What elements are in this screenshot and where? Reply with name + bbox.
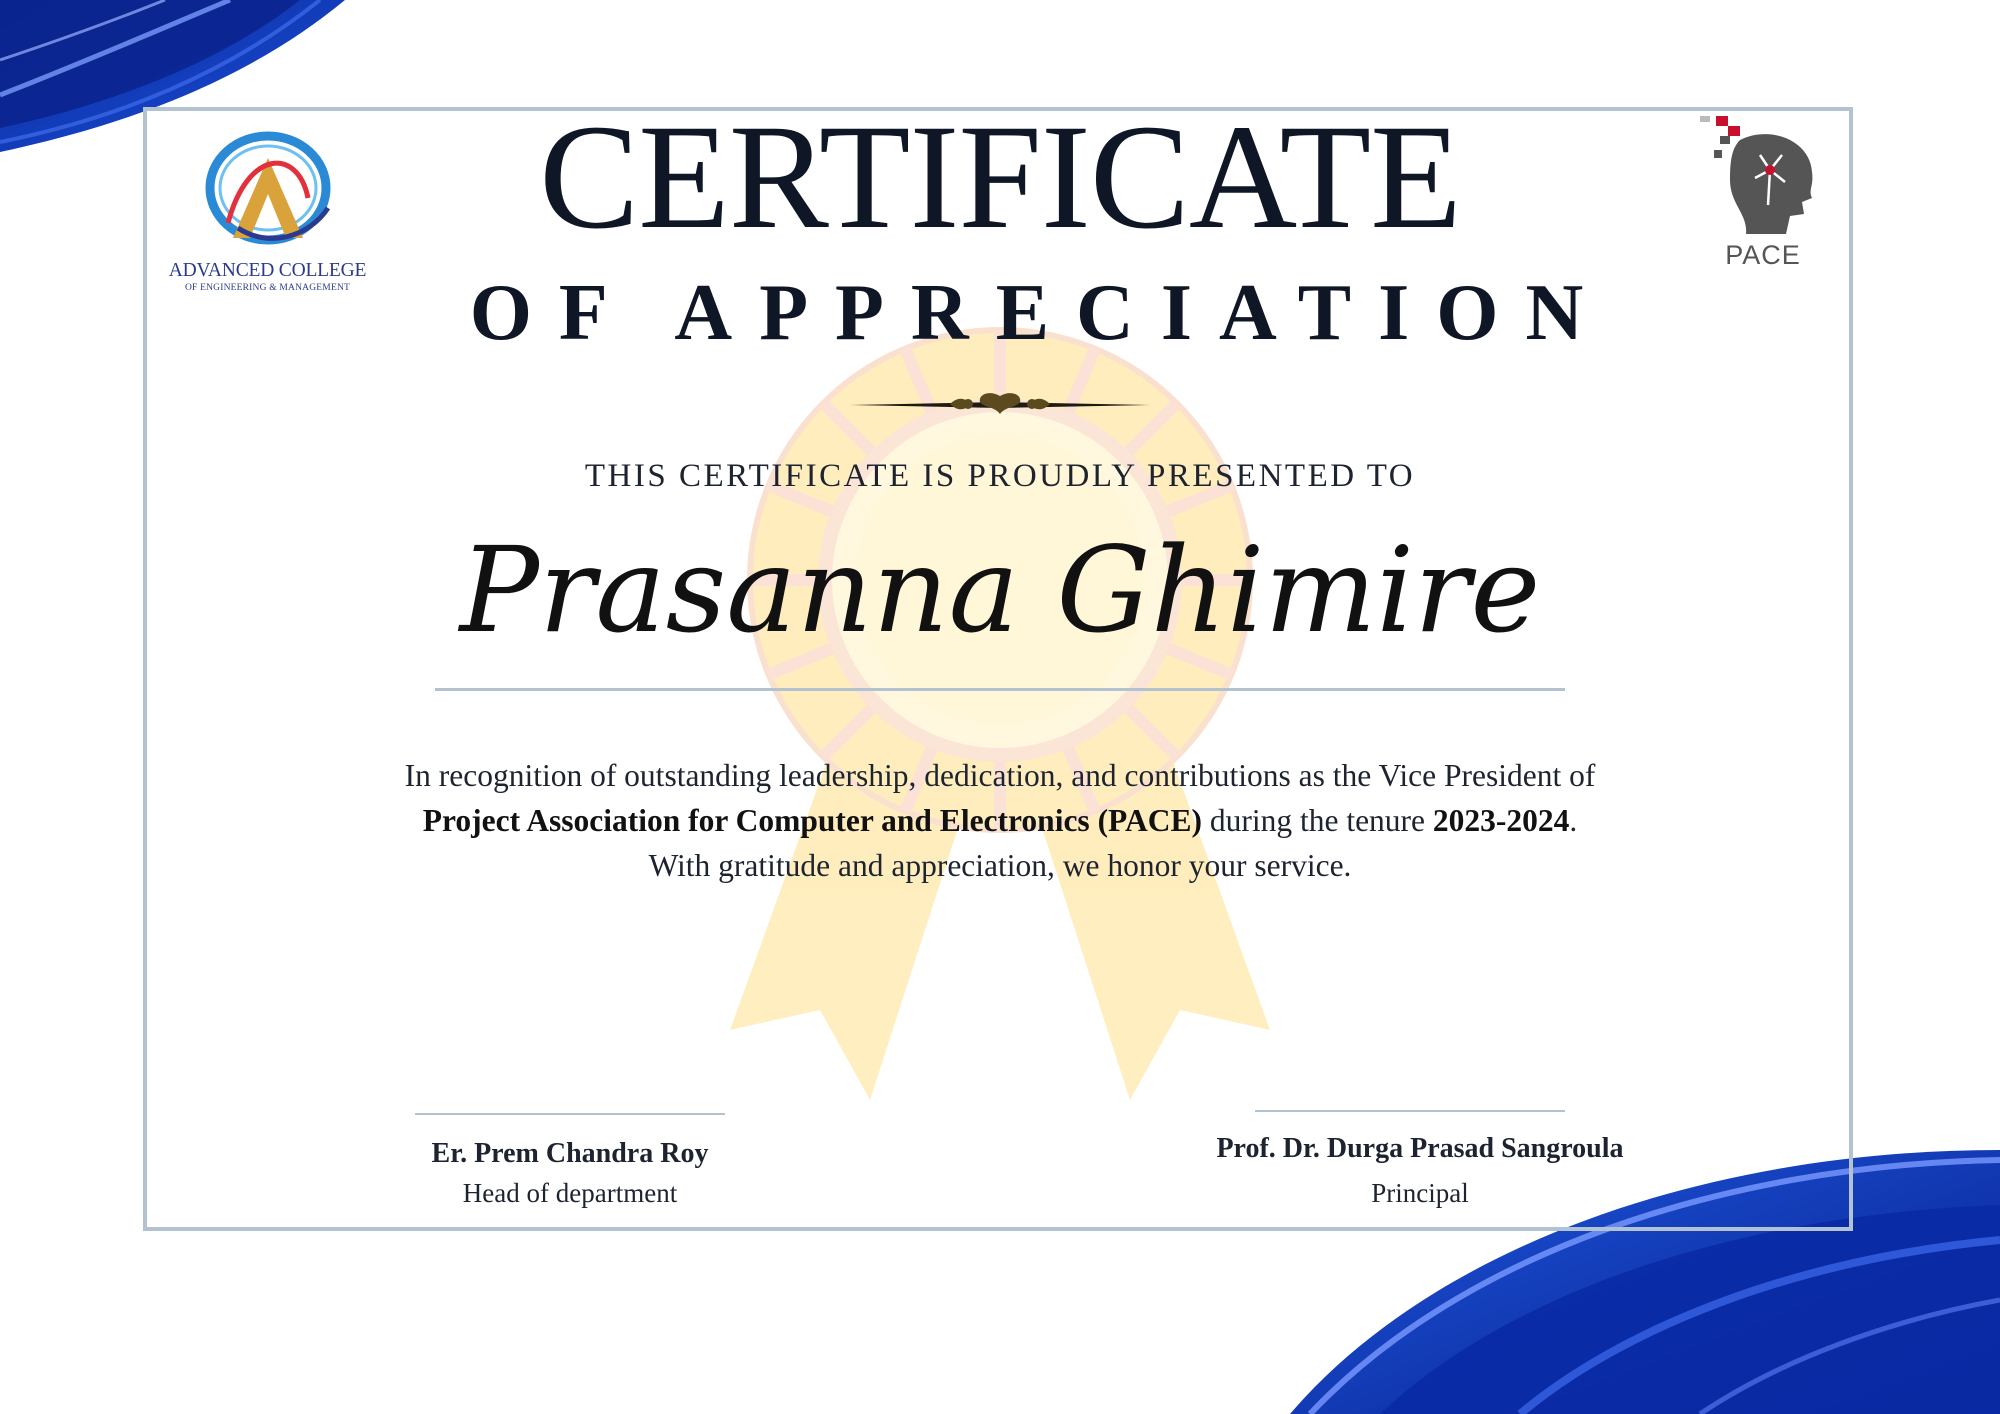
certificate-subtitle: OF APPRECIATION — [469, 269, 1611, 357]
signatory-role-principal: Principal — [1371, 1178, 1469, 1208]
recognition-line-1: In recognition of outstanding leadership, dedication, and contributions as the Vice President of — [404, 758, 1596, 793]
certificate-title: CERTIFICATE — [539, 94, 1461, 260]
recognition-line-3: With gratitude and appreciation, we honor your service. — [648, 848, 1352, 883]
recognition-line-2 — [250, 798, 1750, 843]
flourish-divider-icon — [850, 388, 1150, 422]
signature-line-principal — [1255, 1110, 1565, 1112]
tenure-period: . — [1569, 803, 1578, 838]
signature-line-hod — [415, 1113, 725, 1115]
presented-to-label: THIS CERTIFICATE IS PROUDLY PRESENTED TO — [584, 458, 1416, 494]
recipient-name: Prasanna Ghimire — [459, 521, 1541, 659]
college-name: ADVANCED COLLEGE — [168, 260, 367, 281]
pace-logo-label: PACE — [1725, 240, 1801, 270]
signatory-role-hod: Head of department — [462, 1178, 678, 1208]
organization-name: Project Association for Computer and Electronics (PACE) — [422, 803, 1202, 838]
recognition-text — [250, 753, 1750, 888]
tenure-years: 2023-2024 — [1432, 803, 1570, 838]
signatory-name-hod: Er. Prem Chandra Roy — [431, 1138, 709, 1169]
college-subtitle: OF ENGINEERING & MANAGEMENT — [184, 283, 351, 293]
recipient-underline — [435, 688, 1565, 691]
signatory-name-principal: Prof. Dr. Durga Prasad Sangroula — [1216, 1133, 1624, 1164]
tenure-prefix: during the tenure — [1201, 803, 1433, 838]
